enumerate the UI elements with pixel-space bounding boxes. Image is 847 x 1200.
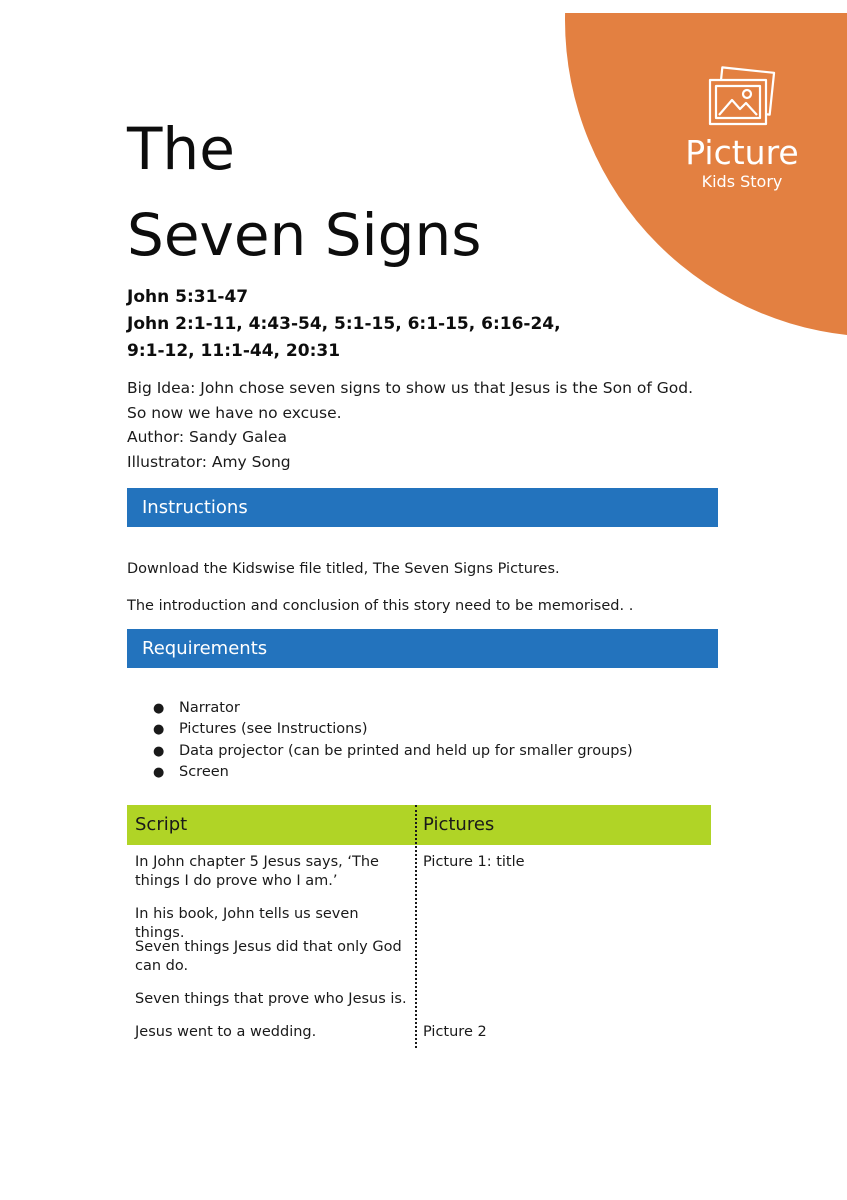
list-item-label: Narrator <box>179 700 240 716</box>
requirements-heading: Requirements <box>127 629 718 668</box>
title-line-2: Seven Signs <box>127 201 482 269</box>
illustrator: Illustrator: Amy Song <box>127 452 291 471</box>
list-item: ● Narrator <box>153 700 240 716</box>
bible-references <box>127 284 561 365</box>
reference-line: John 5:31-47 <box>127 287 249 307</box>
instructions-paragraph: The introduction and conclusion of this story need to be memorised. . <box>127 598 634 614</box>
list-item: ● Data projector (can be printed and held up for smaller groups) <box>153 742 633 759</box>
column-header-pictures: Pictures <box>423 814 495 835</box>
title-line-1: The <box>127 115 235 183</box>
list-item: ● Pictures (see Instructions) <box>153 721 368 738</box>
page-title <box>127 106 481 278</box>
big-idea-continued: So now we have no excuse. <box>127 403 342 422</box>
list-item-label: Data projector (can be printed and held up for smaller groups) <box>179 742 633 759</box>
table-header <box>127 805 711 845</box>
picture-frame-icon <box>706 66 778 128</box>
list-item: ● Screen <box>153 763 229 780</box>
script-cell: In John chapter 5 Jesus says, ‘The things I do prove who I am.’ <box>135 854 379 889</box>
script-cell: Seven things that prove who Jesus is. <box>135 991 407 1007</box>
column-divider <box>415 805 417 1048</box>
script-cell: In his book, John tells us seven things. <box>135 906 359 941</box>
author: Author: Sandy Galea <box>127 428 288 446</box>
instructions-paragraph: Download the Kidswise file titled, The Seven Signs Pictures. <box>127 561 560 577</box>
badge-subtitle: Kids Story <box>701 172 783 191</box>
requirements-list <box>127 698 633 783</box>
reference-line: 9:1-12, 11:1-44, 20:31 <box>127 341 341 361</box>
list-item-label: Pictures (see Instructions) <box>179 721 368 738</box>
reference-line: John 2:1-11, 4:43-54, 5:1-15, 6:1-15, 6:16-24, <box>127 314 561 334</box>
script-cell: Jesus went to a wedding. <box>135 1024 317 1040</box>
script-cell: Seven things Jesus did that only God can do. <box>135 939 402 974</box>
list-item-label: Screen <box>179 763 229 780</box>
instructions-heading: Instructions <box>127 488 718 527</box>
column-header-script: Script <box>135 814 188 835</box>
big-idea: Big Idea: John chose seven signs to show us that Jesus is the Son of God. <box>127 379 693 397</box>
badge-title: Picture <box>685 133 799 172</box>
story-meta <box>127 376 693 474</box>
picture-cell: Picture 2 <box>423 1024 487 1040</box>
picture-cell: Picture 1: title <box>423 854 525 870</box>
